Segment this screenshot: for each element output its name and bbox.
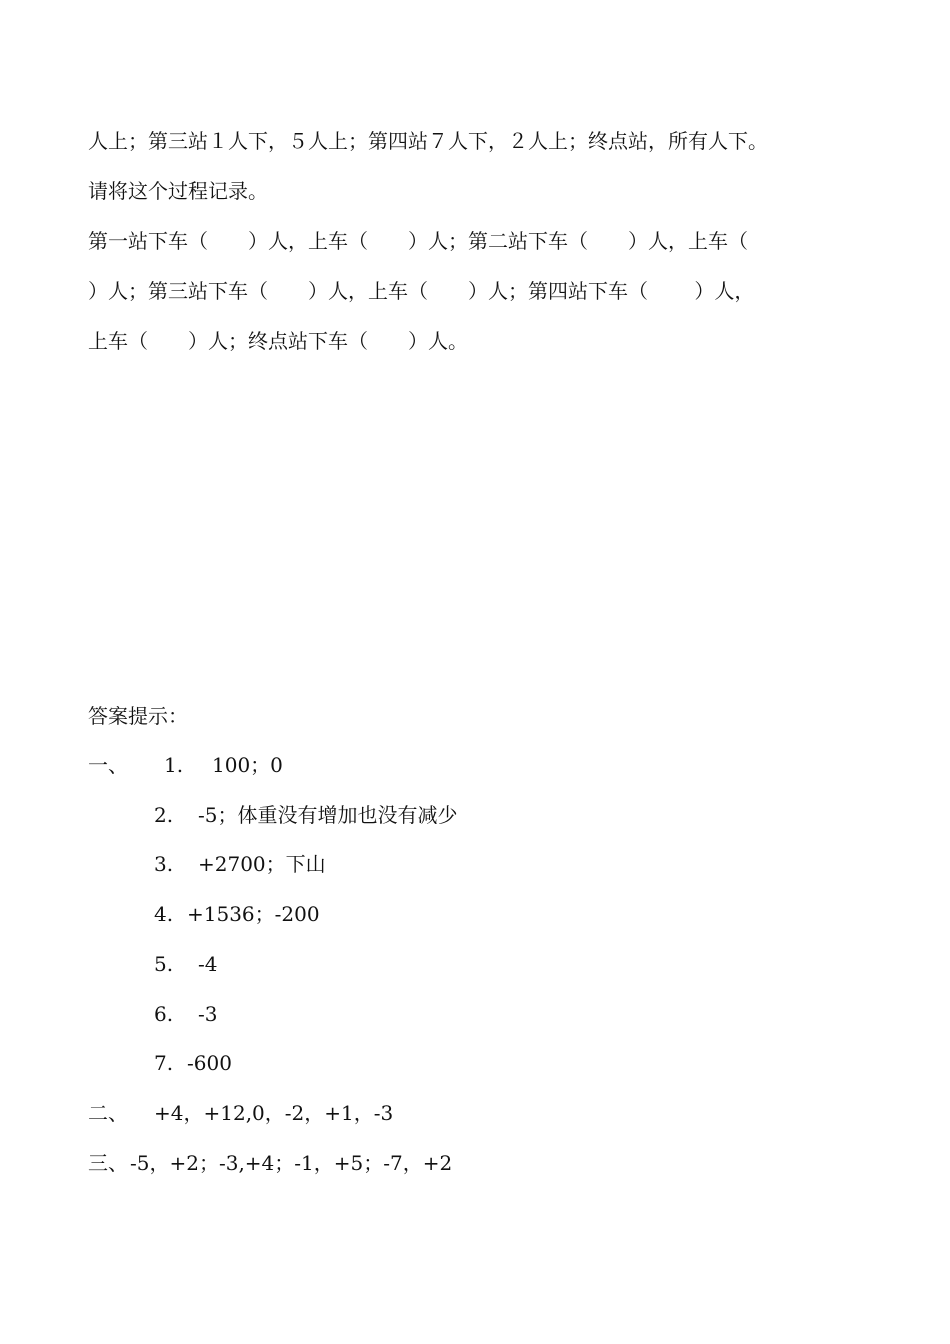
answer-item-text: -3 xyxy=(198,1002,218,1026)
section-1-label: 一、 xyxy=(88,753,128,777)
question-line-3: 第一站下车（ ）人，上车（ ）人；第二站下车（ ）人，上车（ xyxy=(88,229,748,253)
answer-item-number: 3. xyxy=(154,852,174,876)
section-3-text: -5，+2；-3,+4；-1，+5；-7，+2 xyxy=(130,1151,453,1175)
answer-item-number: 7. xyxy=(154,1051,174,1075)
answer-item-number: 1. xyxy=(164,753,184,777)
answer-item-number: 4. xyxy=(154,902,174,926)
question-line-5: 上车（ ）人；终点站下车（ ）人。 xyxy=(88,329,468,353)
answer-item-text: +1536；-200 xyxy=(187,902,320,926)
answer-item-text: -5；体重没有增加也没有减少 xyxy=(198,803,458,827)
section-2-label: 二、 xyxy=(88,1101,128,1125)
section-3-label: 三、 xyxy=(88,1151,128,1175)
answer-item-text: +2700；下山 xyxy=(198,852,326,876)
question-line-4: ）人；第三站下车（ ）人，上车（ ）人；第四站下车（ ）人， xyxy=(88,279,755,303)
answer-item-text: -4 xyxy=(198,952,218,976)
question-line-1: 人上；第三站１人下，５人上；第四站７人下，２人上；终点站，所有人下。 xyxy=(88,129,768,153)
answer-item-number: 2. xyxy=(154,803,174,827)
answer-item-text: -600 xyxy=(187,1051,232,1075)
question-line-2: 请将这个过程记录。 xyxy=(88,179,268,203)
answers-heading: 答案提示： xyxy=(88,704,188,728)
section-2-text: +4，+12,0，-2，+1，-3 xyxy=(154,1101,394,1125)
answer-item-number: 5. xyxy=(154,952,174,976)
answer-item-text: 100；0 xyxy=(212,753,283,777)
answer-item-number: 6. xyxy=(154,1002,174,1026)
